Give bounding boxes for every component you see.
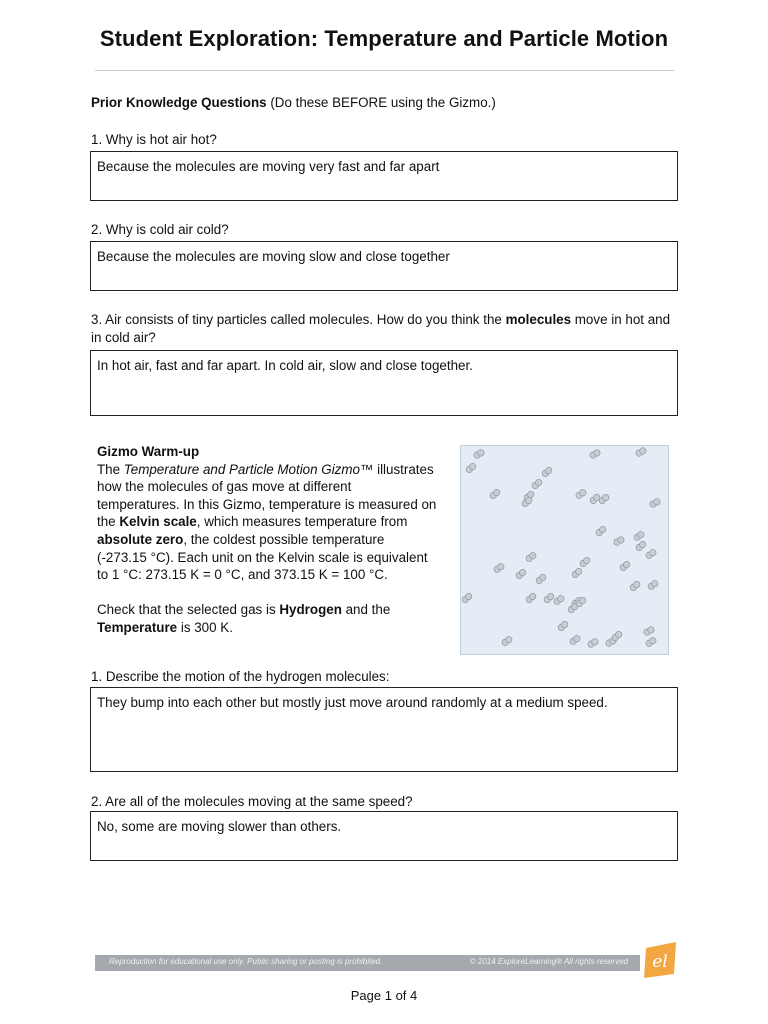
hydrogen-molecule [541, 466, 553, 478]
warmup-question-1: 1. Describe the motion of the hydrogen molecules: [91, 669, 390, 684]
question-3 [91, 311, 681, 346]
hydrogen-molecule [635, 540, 647, 552]
logo-text: el [652, 952, 668, 972]
hydrogen-molecule [579, 556, 591, 568]
hydrogen-molecule [645, 636, 658, 647]
hydrogen-molecule [535, 573, 547, 585]
title-divider [95, 70, 674, 71]
hydrogen-molecule [489, 488, 501, 500]
hydrogen-molecule [629, 580, 641, 592]
question-3-bold: molecules [505, 312, 572, 327]
hydrogen-molecule [525, 551, 538, 562]
warmup-answer-1-field[interactable]: They bump into each other but mostly just move around randomly at a medium speed. [90, 687, 678, 772]
hydrogen-molecule [501, 635, 514, 646]
hydrogen-molecule [569, 634, 582, 645]
hydrogen-molecule [649, 498, 662, 509]
hydrogen-molecule [633, 530, 646, 541]
warmup-paragraph-2: Check that the selected gas is Hydrogen and the Temperature is 300 K. [97, 602, 391, 635]
hydrogen-molecule [635, 447, 648, 458]
molecules-canvas [461, 446, 668, 654]
warmup-question-2: 2. Are all of the molecules moving at the same speed? [91, 794, 413, 809]
hydrogen-molecule [553, 594, 566, 605]
hydrogen-molecule [571, 567, 583, 579]
footer-bar [95, 955, 640, 971]
prior-knowledge-heading [91, 94, 496, 112]
hydrogen-molecule [643, 626, 656, 637]
page-title: Student Exploration: Temperature and Particle Motion [99, 26, 669, 51]
hydrogen-molecule [587, 638, 600, 649]
hydrogen-molecule [473, 449, 486, 460]
hydrogen-molecule [543, 592, 555, 604]
hydrogen-molecule [589, 449, 602, 460]
prior-knowledge-note: (Do these BEFORE using the Gizmo.) [270, 95, 496, 110]
question-3-text-end: move in hot and in cold air? [91, 312, 671, 345]
footer-notice: Reproduction for educational use only. Public sharing or posting is prohibited. [109, 957, 383, 966]
hydrogen-molecule [598, 493, 610, 505]
hydrogen-molecule [465, 462, 477, 474]
warmup-section [97, 443, 437, 637]
answer-2-field[interactable]: Because the molecules are moving slow and close together [90, 241, 678, 291]
answer-3-field[interactable]: In hot air, fast and far apart. In cold air, slow and close together. [90, 350, 678, 416]
question-1: 1. Why is hot air hot? [91, 132, 217, 147]
hydrogen-molecule [613, 536, 626, 547]
hydrogen-molecule [647, 579, 660, 590]
gizmo-simulation-image [460, 445, 669, 655]
footer-copyright: © 2014 ExploreLearning® All rights reserved [469, 957, 628, 966]
explorelearning-logo-icon [640, 940, 680, 980]
hydrogen-molecule [557, 620, 569, 632]
hydrogen-molecule [531, 478, 543, 490]
hydrogen-molecule [461, 592, 473, 604]
hydrogen-molecule [493, 562, 506, 573]
question-2: 2. Why is cold air cold? [91, 222, 229, 237]
question-3-text: 3. Air consists of tiny particles called molecules. How do you think the [91, 312, 506, 327]
hydrogen-molecule [515, 568, 527, 580]
page-number: Page 1 of 4 [350, 988, 418, 1003]
hydrogen-molecule [525, 592, 537, 604]
hydrogen-molecule [595, 525, 607, 537]
hydrogen-molecule [645, 548, 658, 559]
answer-1-field[interactable]: Because the molecules are moving very fast and far apart [90, 151, 678, 201]
hydrogen-molecule [619, 560, 631, 572]
warmup-heading: Gizmo Warm-up [97, 444, 200, 459]
prior-knowledge-title: Prior Knowledge Questions [91, 95, 267, 110]
warmup-answer-2-field[interactable]: No, some are moving slower than others. [90, 811, 678, 861]
warmup-paragraph-1: The Temperature and Particle Motion Gizmo™ illustrates how the molecules of gas move at different temperatures. In this Gizmo, temperature is measured on the Kelvin scale, which measures temperature from absolute zero, the coldest possible temperature (-273.15 °C). Each unit on the Kelvin scale is equivalent to 1 °C: 273.15 K = 0 °C, and 373.15 K = 100 °C. [97, 461, 437, 583]
hydrogen-molecule [575, 488, 588, 499]
